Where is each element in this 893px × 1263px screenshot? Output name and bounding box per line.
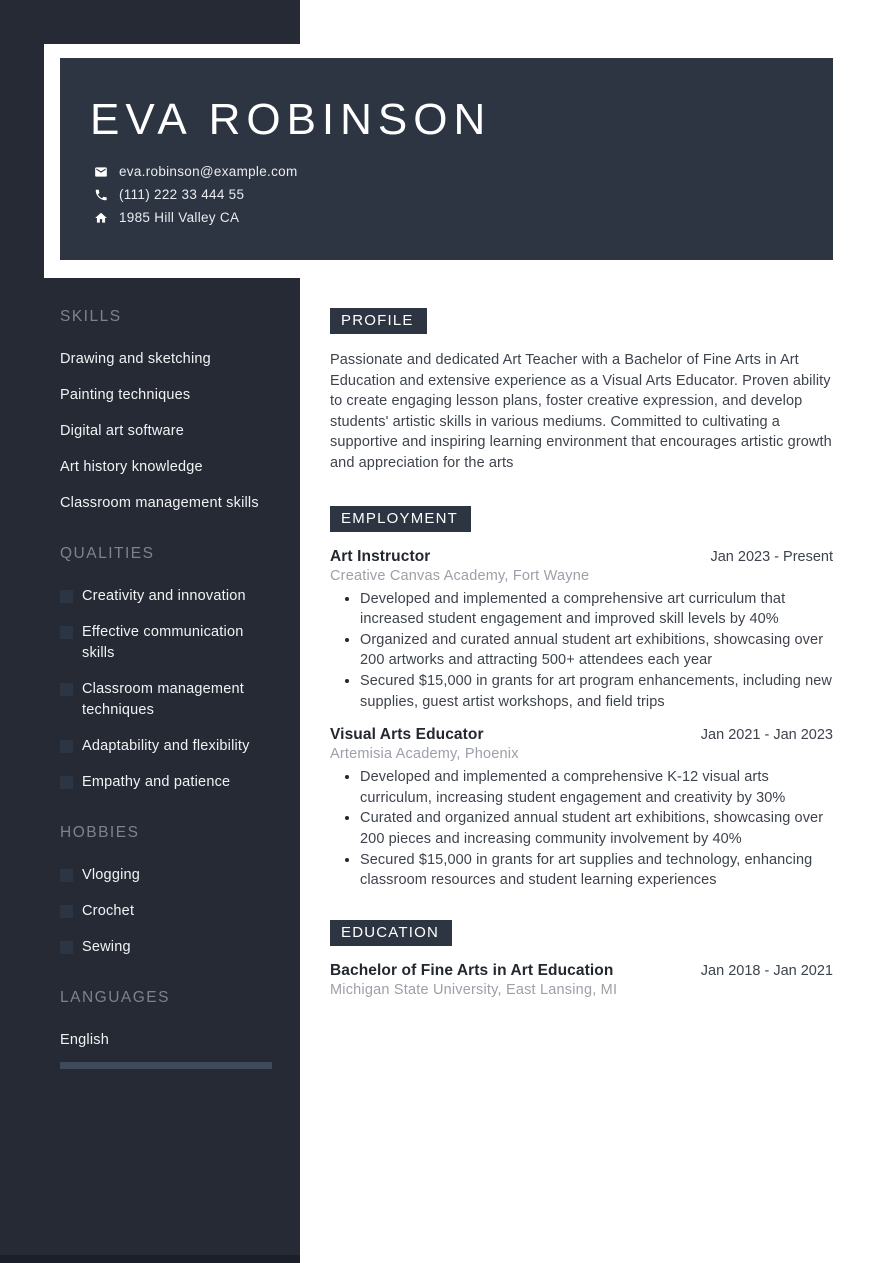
square-bullet-icon (60, 683, 73, 696)
job-head (330, 726, 833, 744)
quality-item-label: Effective communication skills (82, 624, 244, 661)
education-heading: EDUCATION (330, 920, 452, 946)
job-bullet-list (330, 767, 833, 891)
person-name: EVA ROBINSON (90, 95, 492, 144)
hobby-item-label: Sewing (82, 939, 131, 955)
skills-list (60, 349, 272, 514)
hobby-item (60, 865, 272, 886)
education-degree: Bachelor of Fine Arts in Art Education (330, 961, 614, 979)
quality-item-label: Adaptability and flexibility (82, 738, 250, 754)
job-bullet: • Developed and implemented a comprehensive K-12 visual arts curriculum, increasing student engagement and creativity by 30% (360, 767, 833, 808)
contact-email (94, 164, 803, 179)
hobby-item (60, 901, 272, 922)
job-title: Visual Arts Educator (330, 726, 484, 744)
square-bullet-icon (60, 740, 73, 753)
home-icon (94, 211, 108, 225)
job-bullet: • Developed and implemented a comprehensive art curriculum that increased student engagement and improved skill levels by 40% (360, 589, 833, 630)
education-dates: Jan 2018 - Jan 2021 (700, 962, 833, 979)
header (60, 58, 833, 260)
language-level-bar (60, 1062, 272, 1069)
skill-item: Classroom management skills (60, 495, 259, 511)
contact-address-text: 1985 Hill Valley CA (119, 210, 240, 226)
square-bullet-icon (60, 776, 73, 789)
sidebar-section-skills (60, 308, 272, 514)
hobbies-list (60, 865, 272, 958)
profile-text: Passionate and dedicated Art Teacher with a Bachelor of Fine Arts in Art Education and extensive experience as a Visual Arts Educator. Proven ability to create engaging lesson plans, foster creative expression, and develop students' artistic skills in various mediums. Committed to cultivating a supportive and inspiring learning environment that encourages artistic growth and appreciation for the arts (330, 352, 832, 471)
profile-section (330, 308, 833, 474)
skill-item: Digital art software (60, 423, 185, 439)
language-name: English (60, 1032, 109, 1048)
main-column (330, 308, 833, 998)
education-entry (330, 962, 833, 998)
education-school: Michigan State University, East Lansing, MI (330, 981, 618, 998)
phone-icon (94, 188, 108, 202)
sidebar-section-qualities (60, 545, 272, 793)
sidebar (0, 278, 300, 1263)
language-item (60, 1030, 272, 1069)
quality-item (60, 679, 272, 721)
job-bullet: • Secured $15,000 in grants for art program enhancements, including new supplies, guest artist workshops, and field trips (360, 671, 833, 712)
quality-item-label: Classroom management techniques (82, 681, 244, 718)
contact-phone (94, 187, 803, 202)
job-bullet: • Curated and organized annual student art exhibitions, showcasing over 200 pieces and increasing community involvement by 40% (360, 808, 833, 849)
job-dates: Jan 2021 - Jan 2023 (700, 727, 833, 744)
quality-item (60, 736, 272, 757)
hobby-item (60, 937, 272, 958)
quality-item-label: Empathy and patience (82, 774, 231, 790)
page-bottom-edge (0, 1255, 300, 1263)
skills-heading: SKILLS (60, 308, 122, 325)
job-bullet: • Secured $15,000 in grants for art supplies and technology, enhancing classroom resources and student learning experiences (360, 850, 833, 891)
square-bullet-icon (60, 626, 73, 639)
contact-email-text: eva.robinson@example.com (119, 164, 298, 180)
sidebar-section-hobbies (60, 824, 272, 958)
square-bullet-icon (60, 941, 73, 954)
job-company: Creative Canvas Academy, Fort Wayne (330, 567, 590, 584)
quality-item (60, 622, 272, 664)
job-bullet-list (330, 589, 833, 713)
skill-item: Drawing and sketching (60, 351, 211, 367)
skill-item: Painting techniques (60, 387, 191, 403)
skill-item: Art history knowledge (60, 459, 203, 475)
email-icon (94, 165, 108, 179)
job-head (330, 548, 833, 566)
language-level-fill (60, 1062, 272, 1069)
job-bullet: • Organized and curated annual student art exhibitions, showcasing over 200 artworks and attracting 500+ attendees each year (360, 630, 833, 671)
hobby-item-label: Crochet (82, 903, 135, 919)
education-head (330, 962, 833, 980)
qualities-list (60, 586, 272, 793)
square-bullet-icon (60, 905, 73, 918)
square-bullet-icon (60, 869, 73, 882)
job-title: Art Instructor (330, 547, 431, 565)
hobby-item-label: Vlogging (82, 867, 141, 883)
quality-item (60, 772, 272, 793)
job-company: Artemisia Academy, Phoenix (330, 746, 519, 763)
qualities-heading: QUALITIES (60, 545, 155, 562)
contact-list (94, 164, 803, 225)
square-bullet-icon (60, 590, 73, 603)
job-dates: Jan 2023 - Present (710, 548, 833, 565)
profile-heading: PROFILE (330, 308, 427, 334)
job-entry (330, 548, 833, 713)
hobbies-heading: HOBBIES (60, 824, 140, 841)
employment-heading: EMPLOYMENT (330, 506, 471, 532)
quality-item-label: Creativity and innovation (82, 588, 246, 604)
languages-heading: LANGUAGES (60, 989, 170, 1006)
education-section (330, 920, 833, 998)
employment-section (330, 506, 833, 891)
contact-phone-text: (111) 222 33 444 55 (119, 187, 245, 203)
contact-address (94, 210, 803, 225)
sidebar-section-languages (60, 989, 272, 1069)
quality-item (60, 586, 272, 607)
top-corner-block (0, 0, 300, 44)
job-entry (330, 726, 833, 891)
